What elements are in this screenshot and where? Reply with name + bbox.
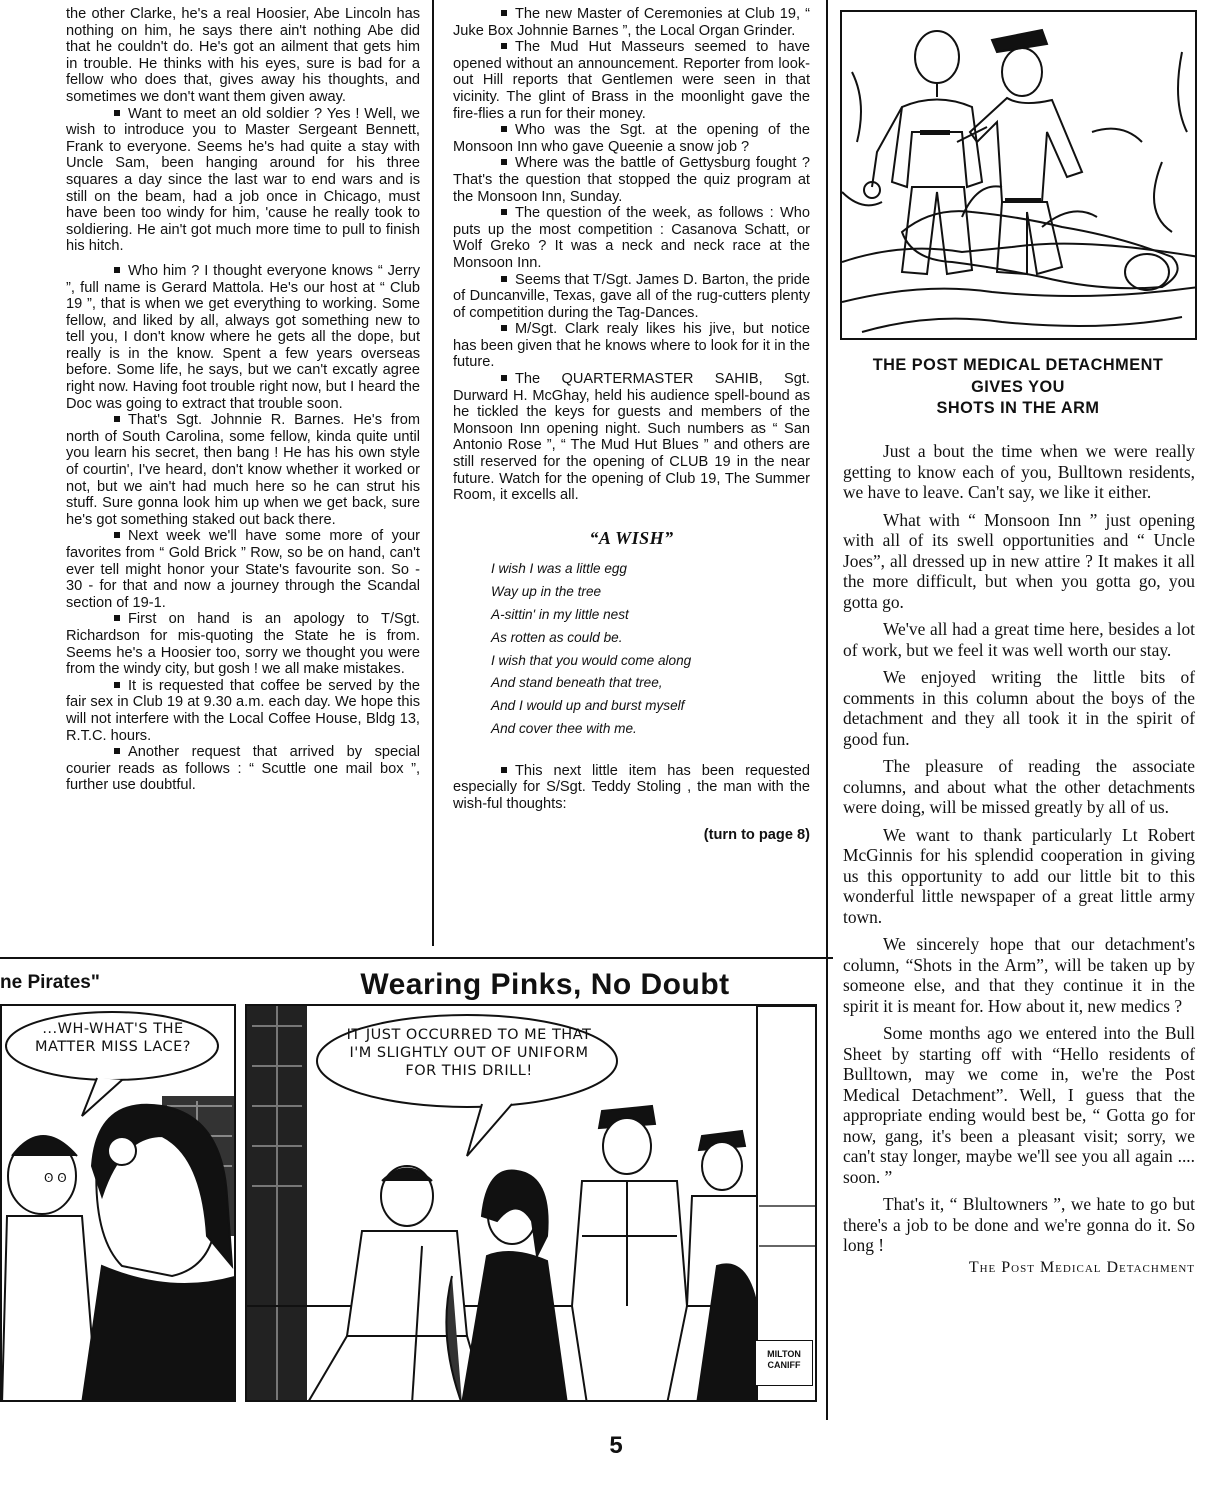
med-para: Just a bout the time when we were really getting to know each of you, Bulltown residents, we have to leave. Can't say, we like it either. xyxy=(843,441,1195,502)
col1-para-7: It is requested that coffee be served by the fair sex in Club 19 at 9.30 a.m. each day. We hope this will not interfere with the Local Coffee House, Bldg 13, R.T.C. hours. xyxy=(66,677,420,744)
col1-para-8: Another request that arrived by special courier reads as follows : “ Scuttle one mail box ”, further use doubtful. xyxy=(66,744,420,794)
bullet-square-icon xyxy=(114,748,120,754)
poem-line: I wish I was a little egg xyxy=(491,561,627,577)
column-divider-1 xyxy=(432,0,434,946)
bullet-square-icon xyxy=(501,325,507,331)
column-3-medical xyxy=(843,441,1195,1278)
col1-para-6: First on hand is an apology to T/Sgt. Richardson for mis-quoting the State he is from. Seems he's a Hoosier too, sorry we thought you were from the windy city, but gosh ! we all make mistakes. xyxy=(66,611,420,678)
poem-line: A-sittin' in my little nest xyxy=(491,607,629,622)
col2-para-5: The question of the week, as follows : Who puts up the most competition : Casanova Schatt, or Wolf Greko ? It was a neck and neck race at the Monsoon Inn. xyxy=(453,205,810,271)
med-para: What with “ Monsoon Inn ” just opening with all of its swell opportunities and “ Uncle Joes”, all dressed up in new attire ? It makes it all the more difficult, but when you gotta go, you gotta go. xyxy=(843,509,1195,612)
bullet-square-icon xyxy=(114,110,120,116)
poem-line: As rotten as could be. xyxy=(491,629,623,645)
bullet-square-icon xyxy=(114,416,120,422)
col2-para-1: The new Master of Ceremonies at Club 19, “ Juke Box Johnnie Barnes ”, the Local Organ Grinder. xyxy=(453,6,810,39)
col2-para-6: Seems that T/Sgt. James D. Barton, the pride of Duncanville, Texas, gave all of the rug-cutters plenty of competition during the Tag-Dances. xyxy=(453,271,810,321)
bullet-square-icon xyxy=(114,615,120,621)
col2-para-8: The QUARTERMASTER SAHIB, Sgt. Durward H. McGhay, held his audience spell-bound as he tickled the keys for guests and members of the Monsoon Inn opening night. Such numbers as “ San Antonio Rose ”, “ The Mud Hut Blues ” and others are still reserved for the opening of CLUB 19 in the near future. Watch for the opening of Club 19, The Summer Room, it excells all. xyxy=(453,371,810,504)
med-para: The pleasure of reading the associate columns, and about what the other detachments were doing, will be missed greatly by all of us. xyxy=(843,756,1195,817)
medical-heading-line-2: GIVES YOU xyxy=(971,377,1065,396)
poem-line: I wish that you would come along xyxy=(491,652,692,668)
med-para: We enjoyed writing the little bits of comments in this column about the boys of the detachment and they all took it in the spirit of good fun. xyxy=(843,667,1195,749)
poem-title: “A WISH” xyxy=(589,527,674,548)
col2-para-2: The Mud Hut Masseurs seemed to have opened without an announcement. Reporter from look-out Hill reports that Gentlemen were seen in that vicinity. The glint of Brass in the moonlight gave the fire-flies a run for their money. xyxy=(453,39,810,122)
page-number: 5 xyxy=(609,1432,623,1459)
horizontal-rule xyxy=(0,957,833,959)
col1-para-5: Next week we'll have some more of your favorites from “ Gold Brick ” Row, so be on hand, can't ever tell might honor your State's favourite son. So - 30 - for that and now a journey through the Scandal section of 19-1. xyxy=(66,528,420,611)
poem-line: And stand beneath that tree, xyxy=(491,675,663,691)
medical-heading-line-1: THE POST MEDICAL DETACHMENT xyxy=(872,356,1164,374)
medical-scene-drawing xyxy=(842,12,1197,340)
col1-para-4: That's Sgt. Johnnie R. Barnes. He's from north of South Carolina, some fellow, kinda quite until you learn his secret, then bang ! He has his own style of courtin', I've heard, don't know whether it worked or not, but we ain't had much here so he can strut his stuff. Sure gonna look him up when we get back, sure he's got something staked out back there. xyxy=(66,412,420,528)
col2-para-4: Where was the battle of Gettysburg fought ? That's the question that stopped the quiz program at the Monsoon Inn, Sunday. xyxy=(453,155,810,205)
bullet-square-icon xyxy=(114,267,120,273)
comic-right-title: Wearing Pinks, No Doubt xyxy=(360,968,730,1001)
bullet-square-icon xyxy=(501,10,507,16)
column-2 xyxy=(453,6,810,843)
turn-to-page-link[interactable]: (turn to page 8) xyxy=(703,826,810,843)
bullet-square-icon xyxy=(114,682,120,688)
artist-signature: MILTON CANIFF xyxy=(755,1340,813,1386)
medical-heading xyxy=(836,355,1200,420)
medical-heading-line-3: SHOTS IN THE ARM xyxy=(936,399,1100,417)
column-1 xyxy=(66,6,420,794)
poem-body xyxy=(453,558,810,740)
bullet-square-icon xyxy=(501,159,507,165)
bullet-square-icon xyxy=(501,209,507,215)
svg-text:ʘ ʘ: ʘ ʘ xyxy=(44,1171,67,1185)
comic-panel-right xyxy=(245,1004,817,1402)
column-divider-2 xyxy=(826,0,828,1420)
med-para: We've all had a great time here, besides a lot of work, but we feel it was well worth our stay. xyxy=(843,619,1195,660)
comic-left-drawing xyxy=(2,1006,236,1402)
col1-para-3: Who him ? I thought everyone knows “ Jerry ”, full name is Gerard Mattola. He's our host at “ Club 19 ”, that is when we get everything to working. Some fellow, and liked by all, always got something new to tell you, I don't know where he gets all the dope, but really is in the know. Spent a few years overseas before. Some life, he says, but we can't excatly agree right now. Having foot trouble right now, but I heard the Doc was going to extract that trouble soon. xyxy=(66,262,420,412)
comic-left-title: ne Pirates" xyxy=(0,972,100,993)
med-para: Some months ago we entered into the Bull Sheet by starting off with “Hello residents of Bulltown, may we come in, we're the Post Medical Detachment”. Well, I guess that the appropriate ending would best be, “ Gotta go for now, gang, it's been a pleasant visit; sorry, we can't stay longer, maybe we'll see you all again .... soon. ” xyxy=(843,1023,1195,1187)
med-para: We sincerely hope that our detachment's column, “Shots in the Arm”, will be taken up by someone else, and that they continue it in the spirit it is meant for. How about it, new medics ? xyxy=(843,934,1195,1016)
comic-left-bubble: ...WH-WHAT'S THE MATTER MISS LACE? xyxy=(35,1021,191,1055)
signature: The Post Medical Detachment xyxy=(968,1258,1195,1276)
comic-right-bubble: IT JUST OCCURRED TO ME THAT I'M SLIGHTLY OUT OF UNIFORM FOR THIS DRILL! xyxy=(346,1027,592,1079)
poem-line: Way up in the tree xyxy=(491,584,602,600)
comic-panel-left xyxy=(0,1004,236,1402)
col1-para-2: Want to meet an old soldier ? Yes ! Well, we wish to introduce you to Master Sergeant Bennett, Frank to everyone. Seems he's had quite a stay with Uncle Sam, been hanging around for his three squares a day since the last war to end wars and is still on the beam, had a job once in Chicago, must have been too windy for him, 'cause he really took to soldiering. He ain't got much more time to pull to finish his hitch. xyxy=(66,105,420,255)
bullet-square-icon xyxy=(501,767,507,773)
bullet-square-icon xyxy=(501,276,507,282)
medical-illustration xyxy=(840,10,1197,340)
bullet-square-icon xyxy=(501,375,507,381)
bullet-square-icon xyxy=(114,532,120,538)
col2-para-7: M/Sgt. Clark realy likes his jive, but notice has been given that he knows where to look for it in the future. xyxy=(453,321,810,371)
col2-para-3: Who was the Sgt. at the opening of the Monsoon Inn who gave Queenie a snow job ? xyxy=(453,122,810,155)
bullet-square-icon xyxy=(501,126,507,132)
bullet-square-icon xyxy=(501,43,507,49)
med-para: We want to thank particularly Lt Robert McGinnis for his splendid cooperation in giving us this opportunity to add our little bit to this wonderful little newspaper of a great little army town. xyxy=(843,824,1195,927)
col1-para-1: the other Clarke, he's a real Hoosier, Abe Lincoln has nothing on him, he says there ain't nothing Abe did that he couldn't do. He's got an ailment that gets him in trouble. He thinks with his eyes, sure is bad for a fellow who does that, gives away his thoughts, and sometimes we don't want them given away. xyxy=(66,6,420,105)
col2-para-stoling: This next little item has been requested especially for S/Sgt. Teddy Stoling , the man with the wish-ful thoughts: xyxy=(453,762,810,812)
med-para: That's it, “ Blultowners ”, we hate to go but there's a job to be done and we're gonna do it. So long ! xyxy=(843,1194,1195,1255)
poem-line: And cover thee with me. xyxy=(491,720,637,736)
poem-line: And I would up and burst myself xyxy=(491,698,685,714)
